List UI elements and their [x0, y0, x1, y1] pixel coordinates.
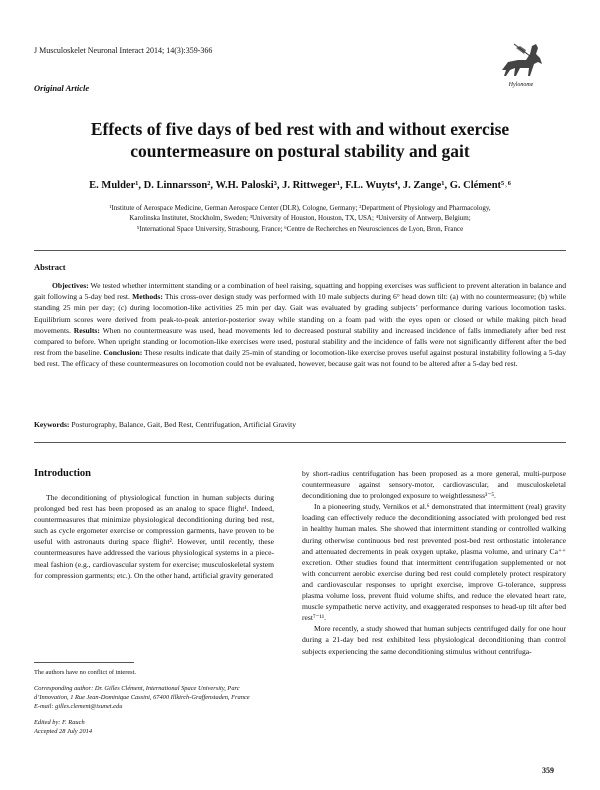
- journal-citation: J Musculoskelet Neuronal Interact 2014; 14(3):359-366: [34, 46, 213, 55]
- affiliation-line: Karolinska Institutet, Stockholm, Sweden; ³University of Houston, Houston, TX, USA; ⁴University of Antwerp, Belgium;: [129, 214, 471, 223]
- body-paragraph: In a pioneering study, Vernikos et al.⁶ demonstrated that intermittent (real) gravity loading can effectively reduce the deconditioning associated with prolonged bed rest in healthy human males. She showed that intermittent standing or controlled walking during otherwise continuous bed rest prevented post-bed rest orthostatic intolerance and attenuated decrements in peak oxygen uptake, plasma volume, and urinary Ca⁺⁺ excretion. Other studies found that intermittent centrifugation supplemented or not with concurrent aerobic exercise during bed rest could completely protect respiratory and cardiovascular responses to upright exercise, improve G-tolerance, suppress plasma volume loss, prevent fluid volume shifts, and reduce the elevated heart rate, muscle sympathetic nerve activity, and exaggerated responses to head-up tilt after bed rest⁷⁻¹¹.: [302, 502, 566, 623]
- conclusion-label: Conclusion:: [103, 348, 143, 358]
- edited-by: Edited by: F. Rauch: [34, 719, 85, 726]
- corresponding-label: Corresponding author:: [34, 685, 94, 692]
- left-column: [34, 492, 274, 581]
- title-line-2: countermeasure on postural stability and gait: [130, 141, 470, 161]
- conclusion-text: These results indicate that daily 25-min of standing or locomotion-like exercise proves useful against postural instability following a 5-day bed rest. The efficacy of these countermeasures on locomotion could not be evaluated, however, because gait was not found to be altered after a 5-day bed rest.: [34, 348, 566, 369]
- corresponding-text: Dr. Gilles Clément, International Space University, Parc d’Innovation, 1 Rue Jean-Dominique Cassini, 67400 Illkirch-Graffenstaden, France: [34, 685, 250, 701]
- footnotes: [34, 668, 274, 736]
- abstract-paragraph: [34, 280, 566, 370]
- logo-caption: Hylonome: [508, 82, 534, 88]
- objectives-text: We tested whether intermittent standing or a combination of heel raising, squatting and hopping exercises was sufficient to prevent alteration in balance and gait following a 5-day bed rest.: [34, 281, 566, 302]
- divider: [34, 442, 566, 443]
- title-line-1: Effects of five days of bed rest with and without exercise: [90, 119, 510, 139]
- keywords: [34, 420, 566, 429]
- divider: [34, 250, 566, 251]
- methods-text: This cross-over design study was performed with 10 male subjects during 6° head down tilt: (a) with no countermeasure; (b) while standing 25 min per day; (c) during locomotion-like activities 25 min per day. Gait was evaluated by grading subjects’ performance during various locomotion tasks. Equilibrium scores were derived from peak-to-peak anterior-posterior sway while standing on a foam pad with the eyes open or closed or while making pitch head movements.: [34, 292, 566, 335]
- results-label: Results:: [73, 325, 100, 335]
- body-paragraph: by short-radius centrifugation has been proposed as a more general, multi-purpose countermeasure against sensory-motor, cardiovascular, and musculoskeletal deconditioning due to prolonged exposure to weightlessness³⁻⁵.: [302, 469, 566, 501]
- affiliations: [40, 203, 560, 234]
- abstract-heading: Abstract: [34, 262, 66, 272]
- article-type: Original Article: [34, 83, 90, 93]
- body-paragraph: The deconditioning of physiological function in human subjects during prolonged bed rest has been proposed as an analog to space flight¹. Indeed, countermeasures that minimize physiological deconditioning during bed rest, such as cycle ergometer exercise or compression garments, have proven to be useful with astronauts during space flight². However, until recently, these countermeasures have addressed the various physiological systems in a piece-meal fashion (e.g., cardiovascular system for exercise; musculoskeletal system for compression garments; etc.). On the other hand, artificial gravity generated: [34, 493, 274, 580]
- footnote-divider: [34, 662, 134, 663]
- centaur-logo-icon: [496, 40, 546, 80]
- results-text: When no countermeasure was used, head movements led to decreased postural stability and increased incidence of falls immediately after bed rest compared to before. When upright standing or locomotion-like exercises were used, postural stability and the incidence of falls were not significantly different after the bed rest from the baseline.: [34, 325, 566, 358]
- affiliation-line: ⁵International Space University, Strasbourg, France; ⁶Centre de Recherches en Neurosciences de Lyon, Bron, France: [136, 224, 464, 233]
- keywords-text: Posturography, Balance, Gait, Bed Rest, Centrifugation, Artificial Gravity: [69, 420, 297, 429]
- email: E-mail: gilles.clement@isunet.edu: [34, 703, 123, 710]
- objectives-label: Objectives:: [52, 281, 89, 290]
- affiliation-line: ¹Institute of Aerospace Medicine, German Aerospace Center (DLR), Cologne, Germany; ²Department of Physiology and Pharmacology,: [109, 204, 491, 212]
- body-paragraph: More recently, a study showed that human subjects centrifuged daily for one hour during a 21-day bed rest exhibited less physiological deconditioning than control subjects experiencing the same deconditioning stimulus without centrifuga-: [302, 624, 566, 656]
- accepted-date: Accepted 28 July 2014: [34, 728, 93, 735]
- article-title: [40, 118, 560, 162]
- page-number: 359: [542, 766, 554, 775]
- conflict-statement: The authors have no conflict of interest.: [34, 669, 137, 676]
- author-list: E. Mulder¹, D. Linnarsson², W.H. Paloski³, J. Rittweger¹, F.L. Wuyts⁴, J. Zange¹, G. Clément⁵˒⁶: [89, 180, 511, 191]
- introduction-heading: Introduction: [34, 468, 91, 479]
- corresponding-author: [34, 684, 274, 702]
- right-column: [302, 468, 566, 657]
- publisher-logo: [496, 40, 546, 88]
- abstract-body: [34, 280, 566, 370]
- keywords-label: Keywords:: [34, 420, 70, 429]
- methods-label: Methods:: [132, 292, 163, 302]
